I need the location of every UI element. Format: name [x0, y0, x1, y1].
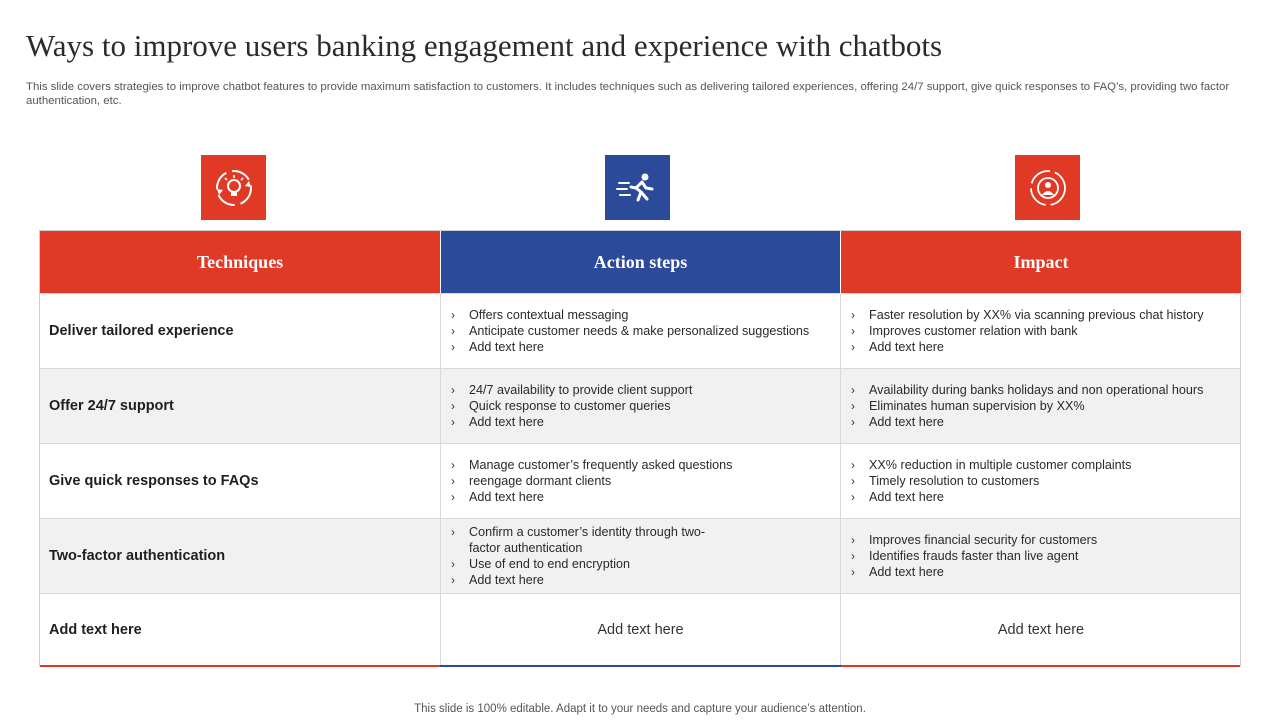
bottom-accent-line [40, 665, 440, 667]
bullet-item: › Availability during banks holidays and non operational hours [849, 382, 1203, 398]
page-subtitle: This slide covers strategies to improve chatbot features to provide maximum satisfaction to customers. It includes techniques such as delivering tailored experiences, offering 24/7 support, give quick responses to FAQ’s, providing two factor authentication, etc. [26, 81, 1230, 107]
bullet-item: › Add text here [849, 414, 1203, 430]
impact-icon-box [1015, 155, 1080, 220]
bullet-item: › Add text here [449, 572, 719, 588]
lightbulb-cycle-icon [211, 165, 257, 211]
impact-cell [841, 444, 1241, 518]
table-row [40, 518, 1240, 593]
action-steps-cell [440, 294, 841, 368]
bullet-item: › Improves customer relation with bank [849, 323, 1204, 339]
techniques-icon-box [201, 155, 266, 220]
technique-cell: Add text here [49, 621, 142, 638]
bottom-accent-line [440, 665, 841, 667]
bullet-item: › Add text here [849, 339, 1204, 355]
action-steps-icon-box [605, 155, 670, 220]
table-row [40, 368, 1240, 443]
action-steps-cell [440, 444, 841, 518]
bullet-item: › Anticipate customer needs & make personalized suggestions [449, 323, 809, 339]
table-row [40, 293, 1240, 368]
bullet-item: › XX% reduction in multiple customer complaints [849, 457, 1131, 473]
bullet-item: › 24/7 availability to provide client support [449, 382, 692, 398]
header-impact: Impact [841, 231, 1241, 293]
bullet-item: › Add text here [449, 414, 692, 430]
target-person-icon [1025, 165, 1071, 211]
strategy-table [39, 230, 1241, 666]
bullet-item: › Identifies frauds faster than live agent [849, 548, 1097, 564]
impact-cell [841, 519, 1241, 593]
bullet-item: › Offers contextual messaging [449, 307, 809, 323]
impact-cell: Add text here [997, 621, 1085, 638]
bullet-item: › Quick response to customer queries [449, 398, 692, 414]
bullet-item: › Add text here [449, 339, 809, 355]
impact-cell [841, 294, 1241, 368]
bullet-item: › Eliminates human supervision by XX% [849, 398, 1203, 414]
bullet-item: › Confirm a customer’s identity through two-factor authentication [449, 524, 719, 556]
bullet-item: › Use of end to end encryption [449, 556, 719, 572]
bottom-accent-line [841, 665, 1240, 667]
technique-cell: Deliver tailored experience [49, 323, 234, 339]
header-techniques: Techniques [40, 231, 440, 293]
bullet-item: › Add text here [449, 489, 732, 505]
action-steps-cell [440, 369, 841, 443]
header-action-steps: Action steps [440, 231, 841, 293]
bullet-item: › reengage dormant clients [449, 473, 732, 489]
table-row [40, 443, 1240, 518]
footer-note: This slide is 100% editable. Adapt it to your needs and capture your audience’s attention. [414, 703, 866, 715]
bullet-item: › Add text here [849, 489, 1131, 505]
technique-cell: Offer 24/7 support [49, 398, 174, 414]
bullet-item: › Manage customer’s frequently asked questions [449, 457, 732, 473]
running-person-icon [615, 165, 661, 211]
page-title: Ways to improve users banking engagement and experience with chatbots [26, 28, 943, 63]
action-steps-cell: Add text here [440, 594, 841, 665]
bullet-item: › Faster resolution by XX% via scanning previous chat history [849, 307, 1204, 323]
bullet-item: › Improves financial security for customers [849, 532, 1097, 548]
technique-cell: Two-factor authentication [49, 548, 226, 564]
bullet-item: › Timely resolution to customers [849, 473, 1131, 489]
bullet-item: › Add text here [849, 564, 1097, 580]
impact-cell [841, 369, 1241, 443]
technique-cell: Give quick responses to FAQs [49, 473, 259, 489]
action-steps-cell [440, 519, 841, 593]
table-row [40, 593, 1240, 665]
